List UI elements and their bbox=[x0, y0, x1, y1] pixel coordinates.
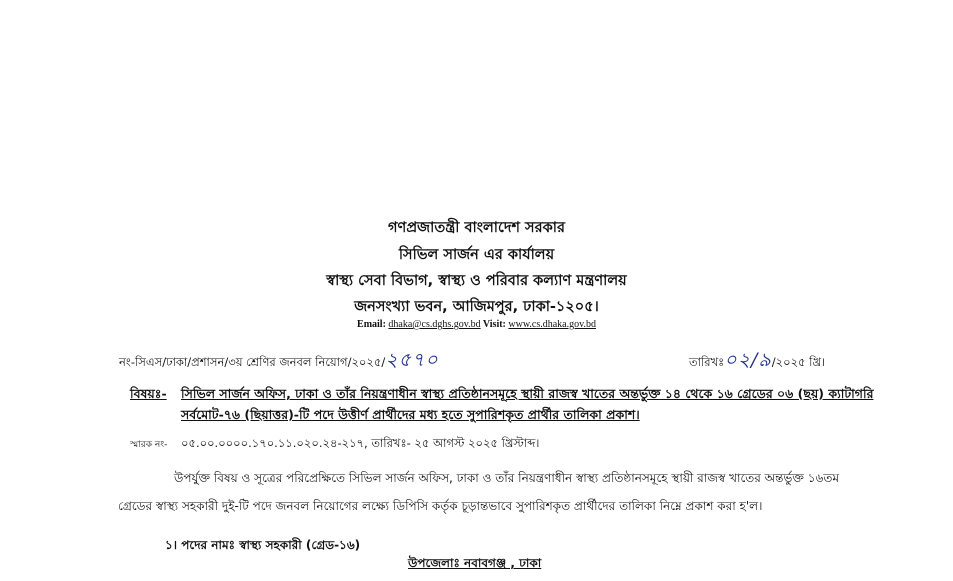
date-month-handwritten: ৯ bbox=[758, 349, 772, 371]
body-paragraph-line-1: উপর্যুক্ত বিষয় ও সূত্রের পরিপ্রেক্ষিতে সিভিল সার্জন অফিস, ঢাকা ও তাঁর নিয়ন্ত্রণাধীন স্বাস্থ্য প্রতিষ্ঠানসমূহে স্থায়ী রাজস্ব খাতের অন্তর্ভুক্ত ১৬তম bbox=[174, 471, 840, 485]
memo-date bbox=[689, 346, 825, 378]
reference-label: স্মারক নং- bbox=[130, 440, 168, 450]
subject-line-1: সিভিল সার্জন অফিস, ঢাকা ও তাঁর নিয়ন্ত্রণাধীন স্বাস্থ্য প্রতিষ্ঠানসমূহে স্থায়ী রাজস্ব খাতের অন্তর্ভুক্ত ১৪ থেকে ১৬ গ্রেডের ০৬ (ছয়) ক্যাটাগরি bbox=[181, 386, 874, 401]
contact-line bbox=[0, 319, 953, 330]
date-year: /২০২৫ খ্রি। bbox=[771, 355, 826, 369]
reference-value: ০৫.০০.০০০০.১৭০.১১.০২০.২৪-২১৭, তারিখঃ- ২৫ আগস্ট ২০২৫ খ্রিস্টাব্দ। bbox=[181, 436, 540, 450]
date-label: তারিখঃ bbox=[689, 355, 725, 369]
header-office: সিভিল সার্জন এর কার্যালয় bbox=[398, 247, 555, 263]
memo-number-prefix: নং-সিএস/ঢাকা/প্রশাসন/৩য় শ্রেণির জনবল নিয়োগ/২০২৫/ bbox=[119, 355, 386, 369]
header-ministry: স্বাস্থ্য সেবা বিভাগ, স্বাস্থ্য ও পরিবার কল্যাণ মন্ত্রণালয় bbox=[326, 273, 627, 289]
header-government: গণপ্রজাতন্ত্রী বাংলাদেশ সরকার bbox=[388, 220, 565, 236]
subject-line-2: সর্বমোট-৭৬ (ছিয়াত্তর)-টি পদে উত্তীর্ণ প্রার্থীদের মধ্য হতে সুপারিশকৃত প্রার্থীর তালিকা প্রকাশ। bbox=[181, 407, 640, 422]
date-separator: / bbox=[750, 349, 759, 371]
memo-number-handwritten: ২৫৭০ bbox=[385, 349, 439, 371]
subject-label: বিষয়ঃ- bbox=[130, 386, 167, 401]
memo-number bbox=[119, 346, 439, 378]
body-paragraph-line-2: গ্রেডের স্বাস্থ্য সহকারী দুই-টি পদে জনবল নিয়োগের লক্ষ্যে ডিপিসি কর্তৃক চূড়ান্তভাবে সুপারিশকৃত প্রার্থীদের তালিকা নিম্নে প্রকাশ করা হ'ল। bbox=[118, 499, 763, 513]
header-address: জনসংখ্যা ভবন, আজিমপুর, ঢাকা-১২০৫। bbox=[354, 299, 599, 315]
website-link[interactable]: www.cs.dhaka.gov.bd bbox=[508, 319, 596, 330]
email-link[interactable]: dhaka@cs.dghs.gov.bd bbox=[388, 319, 481, 330]
post-name-heading: ১। পদের নামঃ স্বাস্থ্য সহকারী (গ্রেড-১৬) bbox=[165, 538, 361, 552]
visit-label: Visit: bbox=[482, 319, 506, 330]
email-label: Email: bbox=[357, 319, 386, 330]
upazila-heading: উপজেলাঃ নবাবগঞ্জ , ঢাকা bbox=[408, 556, 542, 570]
date-day-handwritten: ০২ bbox=[724, 349, 751, 371]
